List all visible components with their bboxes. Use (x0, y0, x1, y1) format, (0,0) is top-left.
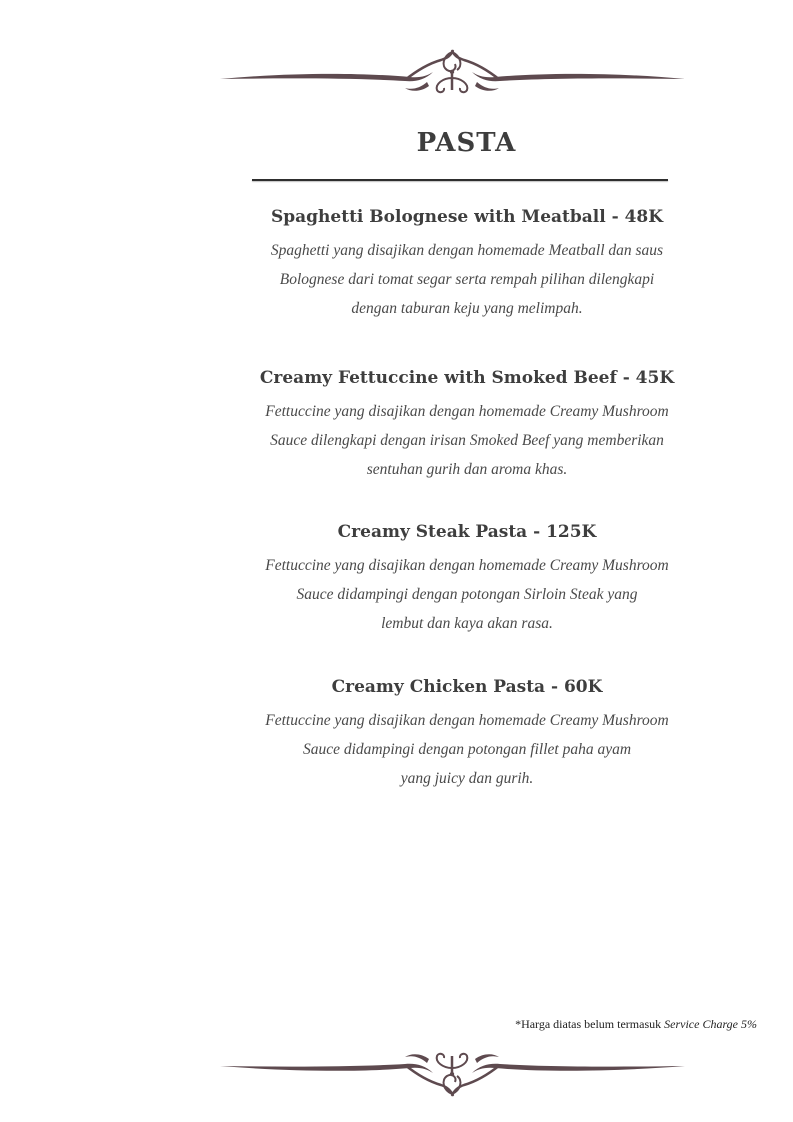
description-line: Fettuccine yang disajikan dengan homemade Creamy Mushroom (265, 712, 669, 729)
top-scroll-ornament-icon (215, 42, 690, 98)
menu-item-name: Creamy Steak Pasta - 125K (337, 522, 597, 542)
description-line: lembut dan kaya akan rasa. (381, 615, 553, 632)
page-title: PASTA (416, 128, 517, 158)
menu-item-name: Spaghetti Bolognese with Meatball - 48K (270, 207, 664, 227)
bottom-scroll-ornament-icon (215, 1050, 690, 1106)
menu-item-name: Creamy Chicken Pasta - 60K (331, 677, 603, 697)
description-line: Fettuccine yang disajikan dengan homemade Creamy Mushroom (265, 557, 669, 574)
menu-item (232, 676, 702, 793)
menu-item-description (232, 551, 702, 638)
description-line: Bolognese dari tomat segar serta rempah pilihan dilengkapi (279, 271, 655, 288)
menu-item (232, 206, 702, 323)
description-line: dengan taburan keju yang melimpah. (351, 300, 583, 317)
menu-item-description (232, 706, 702, 793)
description-line: Sauce dilengkapi dengan irisan Smoked Beef yang memberikan (270, 432, 664, 449)
note-text: *Harga diatas belum termasuk (515, 1017, 665, 1031)
description-line: Fettuccine yang disajikan dengan homemade Creamy Mushroom (265, 403, 669, 420)
menu-item-name: Creamy Fettuccine with Smoked Beef - 45K (259, 368, 675, 388)
description-line: Sauce didampingi dengan potongan Sirloin Steak yang (296, 586, 638, 603)
menu-item (232, 367, 702, 484)
description-line: yang juicy dan gurih. (400, 770, 534, 787)
menu-item-description (232, 236, 702, 323)
service-charge-note (515, 1017, 757, 1032)
description-line: sentuhan gurih dan aroma khas. (366, 461, 568, 478)
description-line: Sauce didampingi dengan potongan fillet paha ayam (302, 741, 632, 758)
menu-item-description (232, 397, 702, 484)
description-line: Spaghetti yang disajikan dengan homemade Meatball dan saus (270, 242, 664, 259)
title-divider (252, 179, 668, 181)
menu-item (232, 521, 702, 638)
note-italic-text: Service Charge 5% (664, 1017, 757, 1031)
